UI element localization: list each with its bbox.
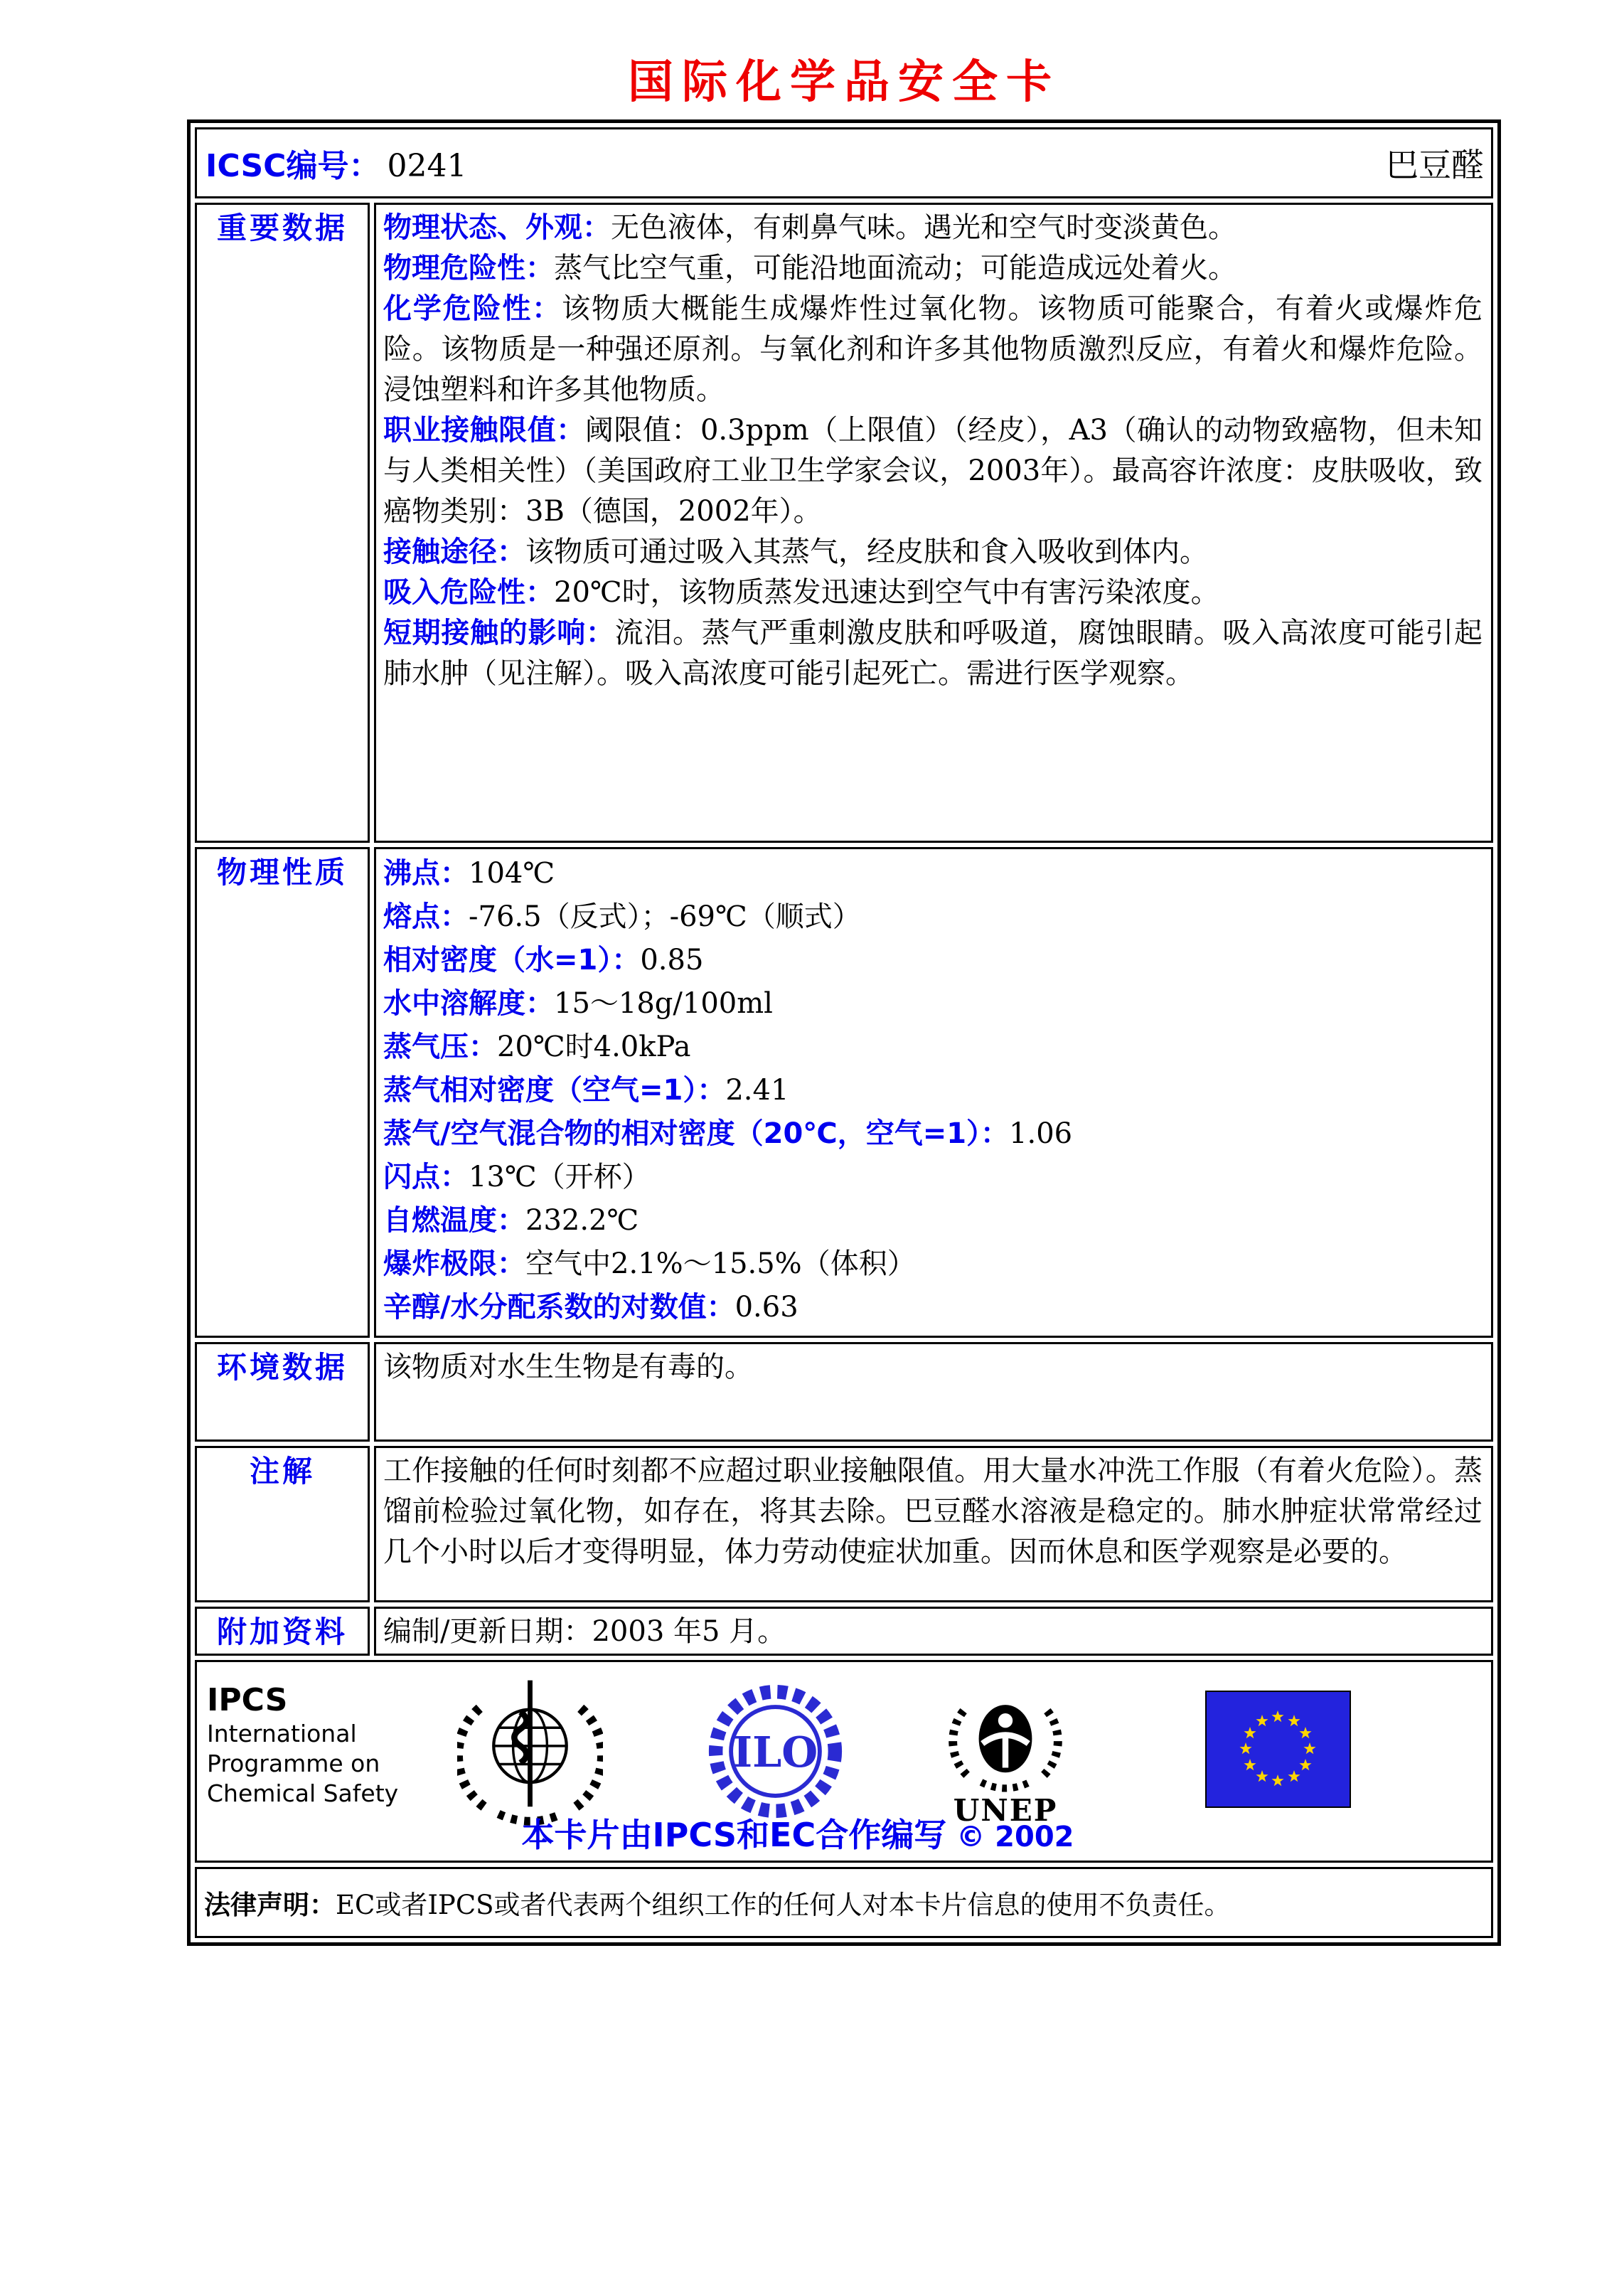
field-value: 2.41 — [725, 1074, 789, 1107]
copyright-text: © 2002 — [956, 1821, 1074, 1853]
field-value: 无色液体，有刺鼻气味。遇光和空气时变淡黄色。 — [611, 211, 1236, 244]
important-data-item — [383, 289, 1483, 410]
field-value: 13℃（开杯） — [469, 1161, 651, 1193]
icsc-number-value: 0241 — [387, 148, 467, 184]
legal-label: 法律声明： — [204, 1890, 336, 1920]
field-label: 自燃温度： — [383, 1204, 525, 1237]
notes-cell — [374, 1446, 1493, 1602]
header-row — [195, 127, 1493, 198]
field-label: 职业接触限值： — [383, 414, 585, 447]
unep-logo-block — [945, 1681, 1066, 1828]
field-label: 接触途径： — [383, 536, 525, 568]
field-label: 物理状态、外观： — [383, 211, 611, 244]
logos-row — [195, 1660, 1493, 1863]
important-data-item — [383, 248, 1483, 289]
important-data-item — [383, 573, 1483, 613]
physical-property-item — [383, 852, 1483, 895]
important-data-item — [383, 410, 1483, 532]
field-label: 辛醇/水分配系数的对数值： — [383, 1291, 735, 1324]
field-label: 爆炸极限： — [383, 1247, 525, 1280]
ilo-logo-label: ILO — [732, 1727, 818, 1777]
icsc-table — [191, 123, 1497, 1942]
field-value: 232.2℃ — [525, 1204, 639, 1237]
physical-property-item — [383, 895, 1483, 939]
field-value: 该物质可通过吸入其蒸气，经皮肤和食入吸收到体内。 — [525, 536, 1208, 568]
icsc-card — [187, 119, 1501, 1946]
environmental-data-text: 该物质对水生生物是有毒的。 — [383, 1351, 753, 1383]
icsc-number-group — [205, 140, 466, 186]
row-label-additional-info: 附加资料 — [195, 1607, 370, 1656]
field-value: -76.5（反式）；-69℃（顺式） — [469, 900, 861, 933]
field-value: 20℃时4.0kPa — [497, 1031, 691, 1063]
field-value: 蒸气比空气重，可能沿地面流动；可能造成远处着火。 — [554, 252, 1236, 284]
ipcs-subtitle-line: Programme on — [207, 1750, 380, 1777]
important-data-item — [383, 613, 1483, 694]
who-logo-icon — [457, 1671, 603, 1829]
physical-property-item — [383, 1069, 1483, 1112]
field-value: 0.63 — [734, 1291, 798, 1324]
notes-text: 工作接触的任何时刻都不应超过职业接触限值。用大量水冲洗工作服（有着火危险）。蒸馏前检验过氧化物，如存在，将其去除。巴豆醛水溶液是稳定的。肺水肿症状常常经过几个小时以后才变得明显，体力劳动使症状加重。因而休息和医学观察是必要的。 — [383, 1454, 1483, 1568]
field-label: 相对密度（水=1）： — [383, 944, 641, 976]
physical-property-item — [383, 1286, 1483, 1329]
page-title: 国际化学品安全卡 — [628, 55, 1060, 109]
field-value: 15～18g/100ml — [554, 987, 773, 1020]
physical-property-item — [383, 1156, 1483, 1199]
field-value: 流泪。蒸气严重刺激皮肤和呼吸道，腐蚀眼睛。吸入高浓度可能引起肺水肿（见注解）。吸入高浓度可能引起死亡。需进行医学观察。 — [383, 617, 1483, 690]
ipcs-subtitle-line: International — [207, 1720, 357, 1747]
row-label-important-data: 重要数据 — [195, 203, 370, 843]
ipcs-subtitle-line: Chemical Safety — [207, 1779, 399, 1807]
ipcs-text-block — [207, 1682, 398, 1809]
row-label-notes: 注解 — [195, 1446, 370, 1602]
unep-logo-label: UNEP — [953, 1793, 1058, 1828]
field-value: 104℃ — [469, 857, 555, 890]
chemical-name: 巴豆醛 — [1386, 146, 1484, 184]
field-label: 闪点： — [383, 1161, 469, 1193]
physical-property-item — [383, 1199, 1483, 1242]
physical-property-item — [383, 939, 1483, 982]
field-label: 化学危险性： — [383, 292, 562, 325]
physical-property-item — [383, 982, 1483, 1026]
physical-property-item — [383, 1242, 1483, 1286]
eu-flag-icon — [1205, 1691, 1351, 1808]
icsc-number-label: ICSC编号： — [205, 148, 380, 184]
field-value: 0.85 — [640, 944, 704, 976]
important-data-cell — [374, 203, 1493, 843]
field-label: 吸入危险性： — [383, 576, 554, 609]
physical-properties-cell — [374, 847, 1493, 1338]
field-value: 该物质大概能生成爆炸性过氧化物。该物质可能聚合，有着火或爆炸危险。该物质是一种强还原剂。与氧化剂和许多其他物质激烈反应，有着火和爆炸危险。浸蚀塑料和许多其他物质。 — [383, 292, 1483, 406]
cooperation-caption — [197, 1809, 1399, 1856]
ipcs-title: IPCS — [207, 1682, 288, 1718]
additional-info-text: 编制/更新日期：2003 年5 月。 — [383, 1615, 786, 1648]
field-value: 阈限值：0.3ppm（上限值）（经皮），A3（确认的动物致癌物，但未知与人类相关性）（美国政府工业卫生学家会议，2003年）。最高容许浓度：皮肤吸收，致癌物类别：3B（德国，2002年）。 — [383, 414, 1483, 528]
field-label: 蒸气/空气混合物的相对密度（20℃，空气=1）： — [383, 1117, 1010, 1150]
caption-text: 本卡片由IPCS和EC合作编写 — [521, 1816, 947, 1854]
field-label: 沸点： — [383, 857, 469, 890]
field-label: 蒸气相对密度（空气=1）： — [383, 1074, 726, 1107]
field-label: 熔点： — [383, 900, 469, 933]
row-label-environmental-data: 环境数据 — [195, 1342, 370, 1442]
field-label: 水中溶解度： — [383, 987, 554, 1020]
additional-info-cell — [374, 1607, 1493, 1656]
ilo-logo-icon — [706, 1682, 845, 1821]
physical-property-item — [383, 1112, 1483, 1156]
row-label-physical-properties: 物理性质 — [195, 847, 370, 1338]
physical-property-item — [383, 1026, 1483, 1069]
field-label: 短期接触的影响： — [383, 617, 615, 649]
field-value: 20℃时，该物质蒸发迅速达到空气中有害污染浓度。 — [554, 576, 1219, 609]
environmental-data-cell — [374, 1342, 1493, 1442]
field-label: 物理危险性： — [383, 252, 554, 284]
field-label: 蒸气压： — [383, 1031, 497, 1063]
field-value: 1.06 — [1009, 1117, 1073, 1150]
legal-text: EC或者IPCS或者代表两个组织工作的任何人对本卡片信息的使用不负责任。 — [336, 1890, 1231, 1920]
unep-logo-icon — [945, 1681, 1066, 1794]
important-data-item — [383, 532, 1483, 573]
important-data-item — [383, 208, 1483, 248]
field-value: 空气中2.1%～15.5%（体积） — [525, 1247, 916, 1280]
legal-row — [195, 1867, 1493, 1938]
